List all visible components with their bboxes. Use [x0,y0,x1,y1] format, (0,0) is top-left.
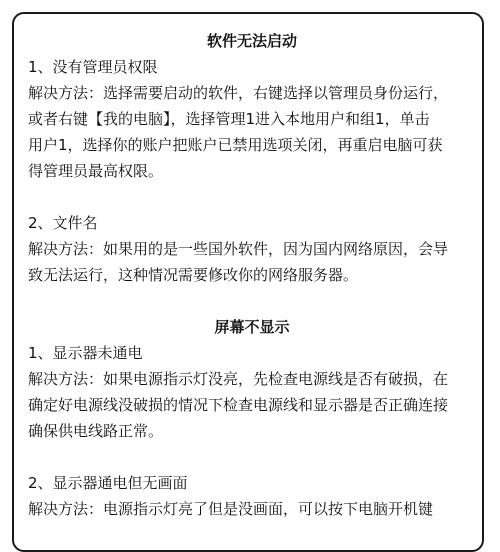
solution-line: 解决方法：如果用的是一些国外软件，因为国内网络原因，会导 [28,240,449,258]
solution-line: 解决方法：如果电源指示灯没亮，先检查电源线是否有破损，在 [28,370,449,388]
section-title-screen-no-display: 屏幕不显示 [214,318,290,336]
paragraph-gap [28,184,476,210]
solution-line: 或者右键【我的电脑】，选择管理1进入本地用户和组1，单击 [28,110,430,128]
solution-line: 解决方法：电源指示灯亮了但是没画面，可以按下电脑开机键 [28,500,434,518]
paragraph-gap [28,444,476,470]
item-heading-monitor-no-power: 1、显示器未通电 [28,344,143,362]
item-heading-no-admin: 1、没有管理员权限 [28,58,158,76]
solution-line: 确保供电线路正常。 [28,422,164,440]
section-title-software-not-starting: 软件无法启动 [206,32,297,50]
document-body [28,28,476,522]
solution-line: 用户1，选择你的账户把账户已禁用选项关闭，再重启电脑可获 [28,136,443,154]
item-heading-filename: 2、文件名 [28,214,98,232]
paragraph-gap [28,288,476,314]
solution-line: 解决方法：选择需要启动的软件，右键选择以管理员身份运行， [28,84,449,102]
solution-line: 得管理员最高权限。 [28,162,164,180]
solution-line: 致无法运行，这种情况需要修改你的网络服务器。 [28,266,359,284]
solution-line: 确定好电源线没破损的情况下检查电源线和显示器是否正确连接 [28,396,449,414]
item-heading-monitor-no-picture: 2、显示器通电但无画面 [28,474,188,492]
